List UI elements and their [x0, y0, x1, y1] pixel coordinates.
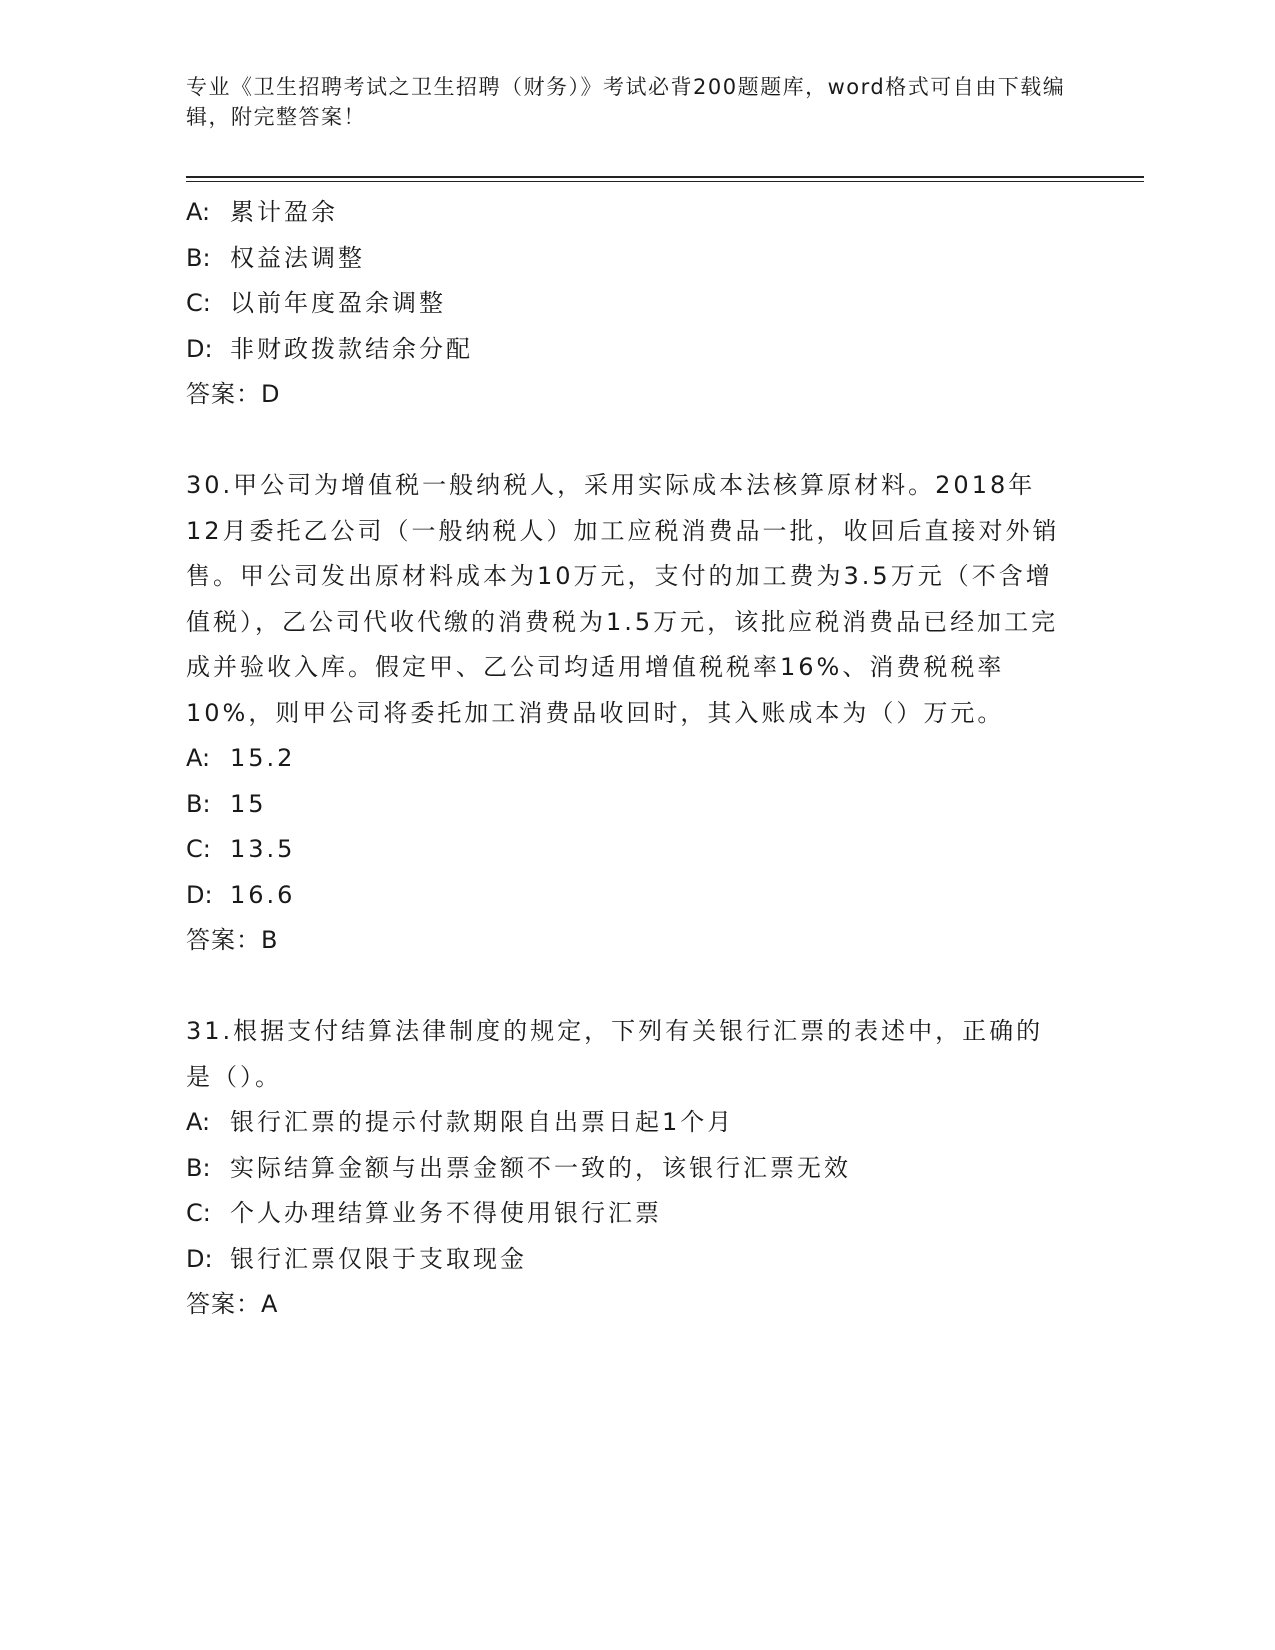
option-c: C: 以前年度盈余调整 [186, 289, 446, 317]
document-title: 专业《卫生招聘考试之卫生招聘（财务）》考试必背200题题库，word格式可自由下载编辑，附完整答案！ [186, 75, 1066, 129]
option-a: A: 累计盈余 [186, 198, 338, 226]
option-b: B: 实际结算金额与出票金额不一致的，该银行汇票无效 [186, 1153, 851, 1182]
answer-label: 答案：D [186, 380, 281, 408]
option-a: A: 15.2 [186, 744, 296, 772]
option-b: B: 15 [186, 789, 267, 818]
option-d: D: 16.6 [186, 880, 296, 909]
option-d: D: 非财政拨款结余分配 [186, 334, 473, 363]
question-text: 30.甲公司为增值税一般纳税人，采用实际成本法核算原材料。2018年12月委托乙公司（一般纳税人）加工应税消费品一批，收回后直接对外销售。甲公司发出原材料成本为10万元，支付的加工费为3.5万元（不含增值税），乙公司代收代缴的消费税为1.5万元，该批应税消费品已经加工完成并验收入库。假定甲、乙公司均适用增值税税率16%、消费税税率10%，则甲公司将委托加工消费品收回时，其入账成本为（）万元。 [186, 471, 1060, 727]
question-block [186, 1009, 1066, 1328]
option-a: A: 银行汇票的提示付款期限自出票日起1个月 [186, 1108, 735, 1136]
question-block [186, 190, 1066, 418]
option-b: B: 权益法调整 [186, 243, 365, 272]
option-c: C: 个人办理结算业务不得使用银行汇票 [186, 1199, 662, 1227]
document-header [186, 72, 1066, 132]
header-divider [186, 176, 1144, 178]
answer-label: 答案：A [186, 1290, 279, 1318]
header-divider-thin [186, 181, 1144, 182]
spacer [186, 964, 1066, 1010]
spacer [186, 418, 1066, 464]
option-c: C: 13.5 [186, 835, 296, 863]
answer-label: 答案：B [186, 926, 279, 954]
option-d: D: 银行汇票仅限于支取现金 [186, 1244, 527, 1273]
question-text: 31.根据支付结算法律制度的规定，下列有关银行汇票的表述中，正确的是（）。 [186, 1017, 1044, 1091]
question-block [186, 463, 1066, 964]
question-list [186, 190, 1066, 1328]
